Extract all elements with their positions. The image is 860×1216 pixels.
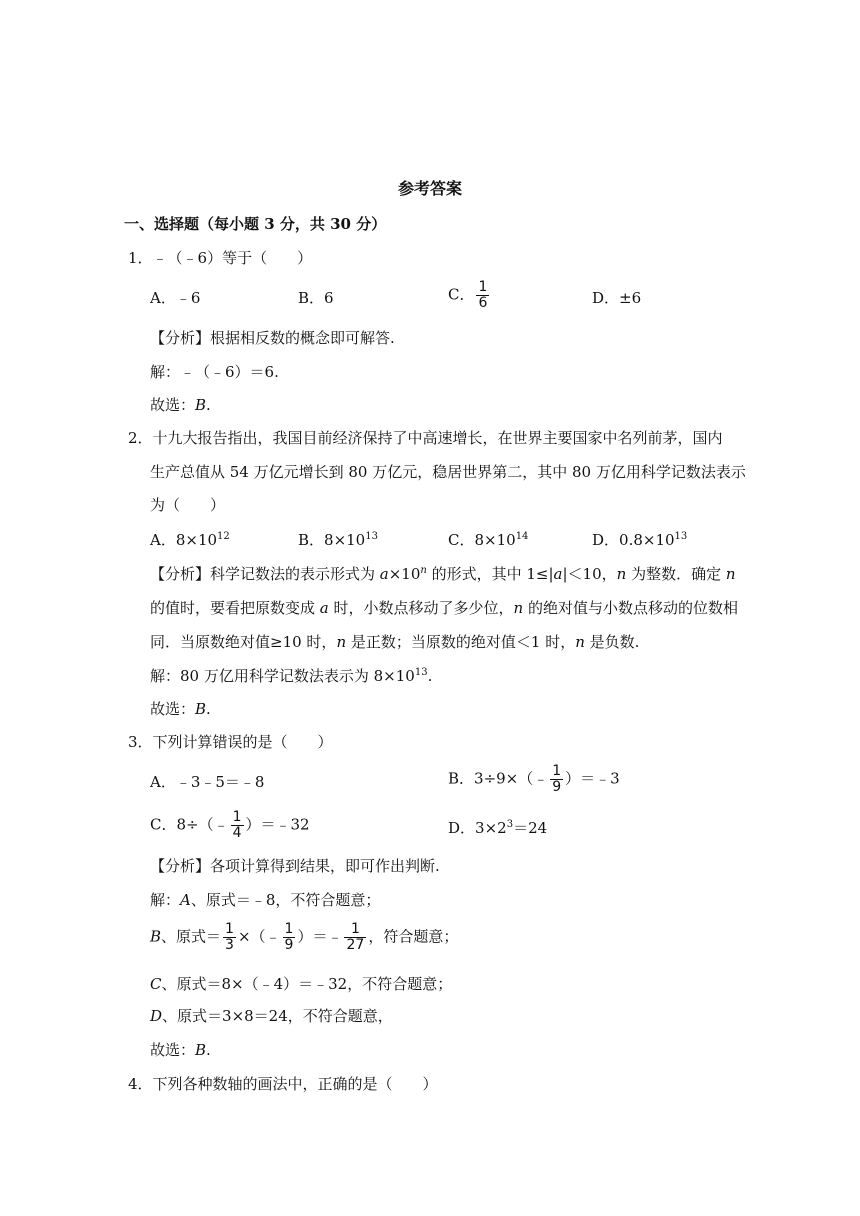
page-title: 参考答案 xyxy=(397,179,462,198)
question-3-solution-d: D、原式＝3×8＝24，不符合题意， xyxy=(150,1007,393,1025)
question-3-option-a: A．﹣3﹣5＝﹣8 xyxy=(150,773,265,791)
question-2-stem-line-3: 为（ ） xyxy=(150,496,226,514)
fraction: $\frac{1}{6}$ xyxy=(478,279,488,311)
question-2-option-a: A．$8\times 10^{12}$ xyxy=(150,531,230,549)
question-3-answer: 故选：B. xyxy=(150,1041,211,1059)
question-3-option-b: B．3÷9×（﹣ $\frac{1}{9}$ ）＝﹣3 xyxy=(448,763,620,795)
question-3-solution-a: 解：A、原式＝﹣8，不符合题意； xyxy=(150,891,381,909)
fraction: $\frac{1}{3}$ xyxy=(225,921,234,953)
question-3-solution-c: C、原式＝8×（﹣4）＝﹣32，不符合题意； xyxy=(150,975,453,993)
question-2-solution: 解：80 万亿用科学记数法表示为 $8\times 10^{13}$. xyxy=(150,667,433,685)
question-2-stem-line-1: 2．十九大报告指出，我国目前经济保持了中高速增长，在世界主要国家中名列前茅，国内 xyxy=(128,429,723,447)
question-3-solution-b: B、原式＝ $\frac{1}{3}$ ×（﹣ $\frac{1}{9}$ ）＝﹣ $\frac{1}{27}$ ，符合题意； xyxy=(150,921,459,953)
question-2-analysis-line-2: 的值时，要看把原数变成 a 时，小数点移动了多少位，n 的绝对值与小数点移动的位数相 xyxy=(150,599,738,617)
question-1-solution: 解：﹣（﹣6）＝6. xyxy=(150,363,279,381)
fraction: $\frac{1}{9}$ xyxy=(552,763,562,795)
question-1-analysis: 【分析】根据相反数的概念即可解答. xyxy=(150,329,395,347)
question-2-option-d: D．$0.8\times 10^{13}$ xyxy=(592,531,688,549)
question-1-option-b: B．6 xyxy=(298,289,334,307)
question-2-analysis-line-1: 【分析】科学记数法的表示形式为 $a\times 10^n$ 的形式，其中 1≤|a|＜10，n 为整数．确定 n xyxy=(150,565,736,583)
question-1-answer: 故选：B. xyxy=(150,396,211,414)
fraction: $\frac{1}{9}$ xyxy=(284,921,294,953)
question-1-option-a: A．﹣6 xyxy=(150,289,201,307)
question-3-option-d: D．$3\times 2^3=24$ xyxy=(448,819,548,837)
question-3-option-c: C．8÷（﹣ $\frac{1}{4}$ ）＝﹣32 xyxy=(150,809,310,841)
question-4-stem: 4．下列各种数轴的画法中，正确的是（ ） xyxy=(128,1075,438,1093)
question-1-stem: 1．﹣（﹣6）等于（ ） xyxy=(128,249,313,267)
fraction: $\frac{1}{4}$ xyxy=(232,809,242,841)
question-2-stem-line-2: 生产总值从 54 万亿元增长到 80 万亿元，稳居世界第二，其中 80 万亿用科学记数法表示 xyxy=(150,463,746,481)
question-2-answer: 故选：B. xyxy=(150,700,211,718)
question-3-stem: 3．下列计算错误的是（ ） xyxy=(128,733,333,751)
question-2-option-b: B．$8\times 10^{13}$ xyxy=(298,531,378,549)
section-heading: 一、选择题（每小题 3 分，共 30 分） xyxy=(124,215,387,233)
question-1-option-c: C． $\frac{1}{6}$ xyxy=(448,279,488,311)
question-2-option-c: C．$8\times 10^{14}$ xyxy=(448,531,529,549)
question-1-option-d: D．±6 xyxy=(592,289,642,307)
question-3-analysis: 【分析】各项计算得到结果，即可作出判断. xyxy=(150,857,440,875)
fraction: $\frac{1}{27}$ xyxy=(346,921,365,953)
question-2-analysis-line-3: 同．当原数绝对值≥10 时，n 是正数；当原数的绝对值＜1 时，n 是负数. xyxy=(150,633,640,651)
